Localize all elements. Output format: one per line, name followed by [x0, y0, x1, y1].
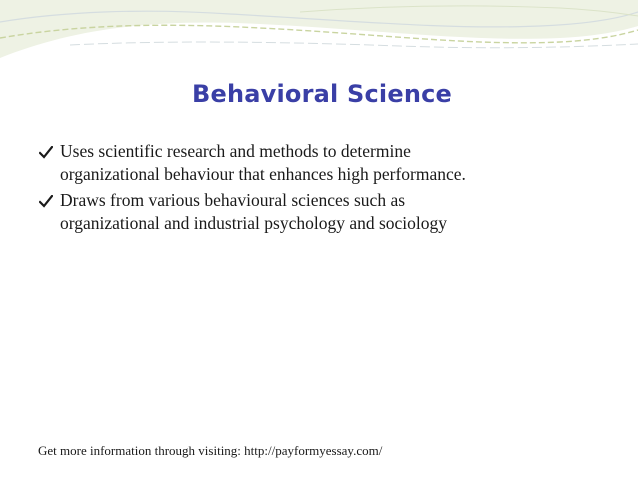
- bullet-line: organizational behaviour that enhances high performance.: [60, 164, 466, 184]
- footer-note: Get more information through visiting: http://payformyessay.com/: [38, 443, 383, 458]
- check-icon: [39, 195, 53, 208]
- bullet-line: Uses scientific research and methods to determine: [60, 141, 411, 161]
- bullet-item: [38, 189, 618, 235]
- bullet-line: Draws from various behavioural sciences such as: [60, 190, 406, 210]
- check-icon: [39, 146, 53, 159]
- bullet-list: [38, 140, 618, 238]
- slide-title: Behavioral Science: [191, 80, 453, 108]
- bullet-item: [38, 140, 618, 186]
- header-decoration: [0, 0, 638, 90]
- bullet-line: organizational and industrial psychology and sociology: [60, 213, 448, 233]
